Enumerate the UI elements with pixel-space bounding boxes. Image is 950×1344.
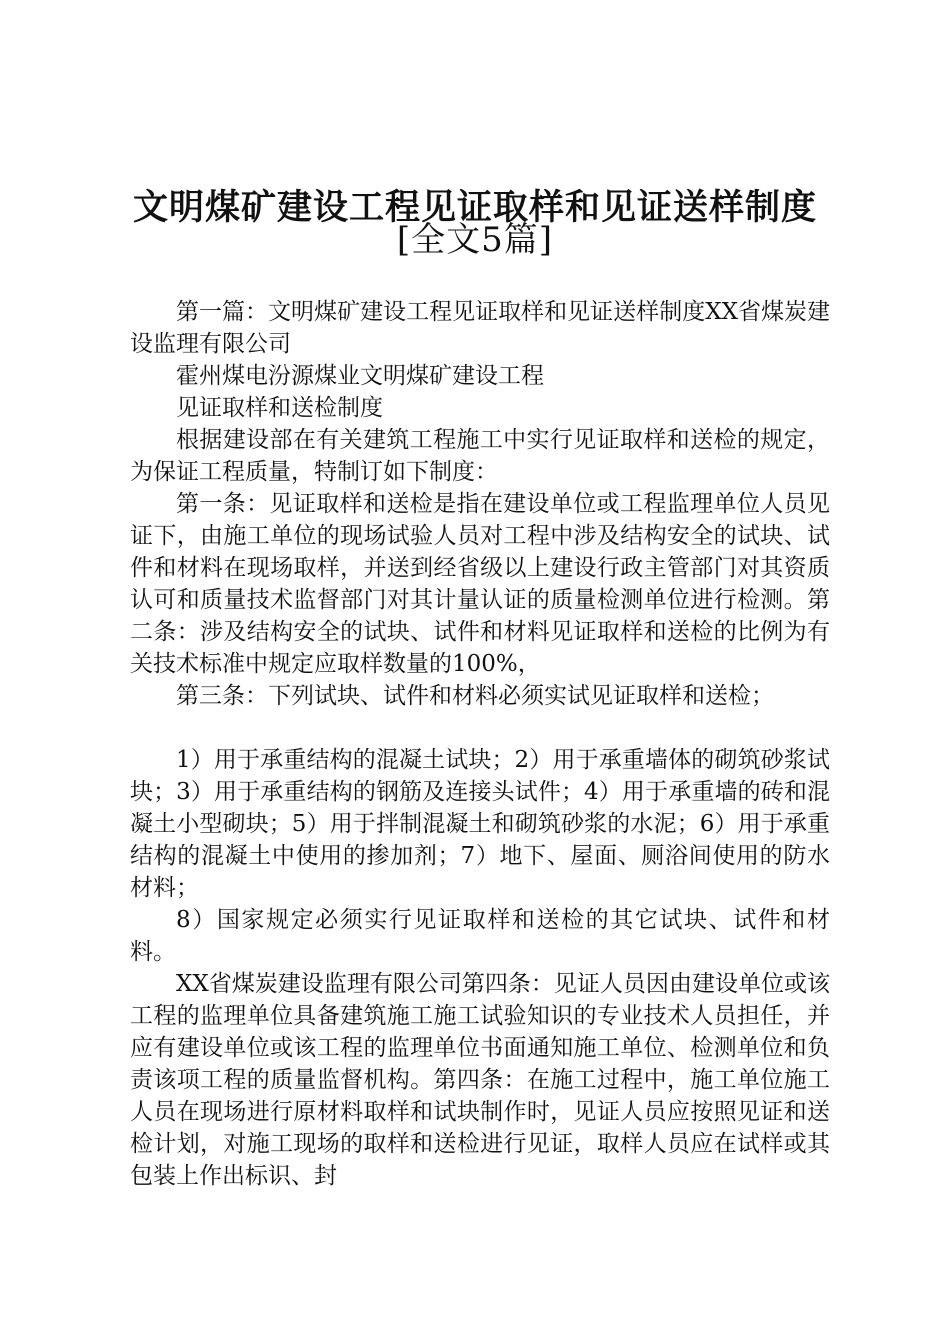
paragraph-6: 第三条：下列试块、试件和材料必须实试见证取样和送检；: [176, 683, 774, 709]
paragraph-8: 8）国家规定必须实行见证取样和送检的其它试块、试件和材料。: [130, 907, 830, 965]
paragraph-1: 第一篇：文明煤矿建设工程见证取样和见证送样制度XX省煤炭建设监理有限公司: [130, 299, 830, 357]
paragraph-2: 霍州煤电汾源煤业文明煤矿建设工程: [176, 363, 544, 389]
document-title-line-1: 文明煤矿建设工程见证取样和见证送样制度: [132, 187, 817, 228]
paragraph-9: XX省煤炭建设监理有限公司第四条：见证人员因由建设单位或该工程的监理单位具备建筑施工施工试验知识的专业技术人员担任，并应有建设单位或该工程的监理单位书面通知施工单位、检测单位和负责该项工程的质量监督机构。第四条：在施工过程中，施工单位施工人员在现场进行原材料取样和试块制作时，见证人员应按照见证和送检计划，对施工现场的取样和送检进行见证，取样人员应在试样或其包装上作出标识、封: [130, 971, 830, 1189]
paragraph-3: 见证取样和送检制度: [176, 395, 383, 421]
document-title-line-2: [全文5篇]: [396, 220, 554, 260]
blank-line: [130, 712, 830, 744]
paragraph-4: 根据建设部在有关建筑工程施工中实行见证取样和送检的规定，为保证工程质量，特制订如下制度：: [130, 427, 830, 485]
paragraph-5: 第一条：见证取样和送检是指在建设单位或工程监理单位人员见证下，由施工单位的现场试验人员对工程中涉及结构安全的试块、试件和材料在现场取样，并送到经省级以上建设行政主管部门对其资质认可和质量技术监督部门对其计量认证的质量检测单位进行检测。第二条：涉及结构安全的试块、试件和材料见证取样和送检的比例为有关技术标准中规定应取样数量的100%，: [130, 491, 830, 677]
document-body: [130, 296, 830, 1192]
paragraph-7: 1）用于承重结构的混凝土试块；2）用于承重墙体的砌筑砂浆试块；3）用于承重结构的钢筋及连接头试件；4）用于承重墙的砖和混凝土小型砌块；5）用于拌制混凝土和砌筑砂浆的水泥；6）用于承重结构的混凝土中使用的掺加剂；7）地下、屋面、厕浴间使用的防水材料；: [130, 747, 830, 901]
